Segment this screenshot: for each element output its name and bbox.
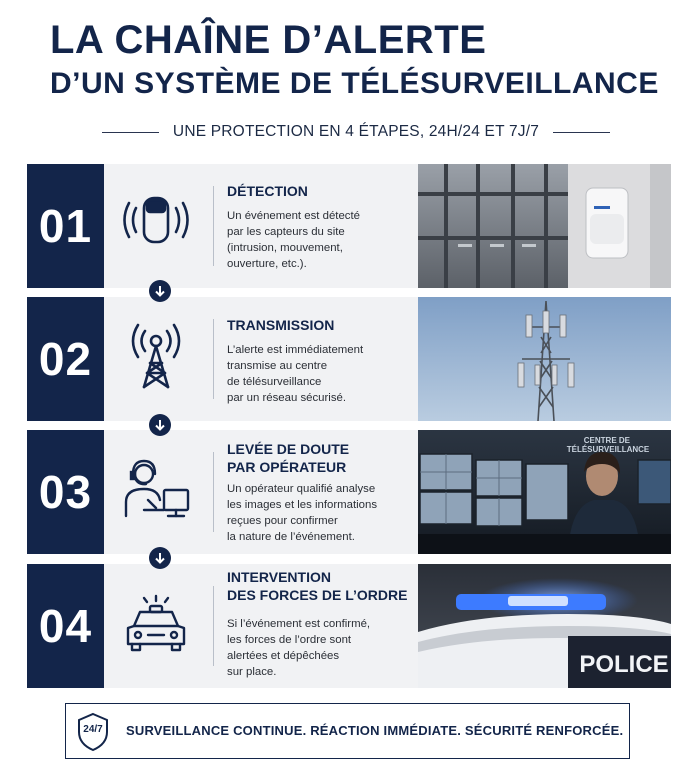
subtitle: UNE PROTECTION EN 4 ÉTAPES, 24H/24 ET 7J/7: [172, 123, 540, 140]
step-title-line: DES FORCES DE L’ORDRE: [227, 587, 408, 603]
monitoring-center-photo: [418, 430, 671, 554]
step-description-line: (intrusion, mouvement,: [227, 242, 343, 254]
step-2: [27, 297, 671, 421]
step-description-line: la nature de l’événement.: [227, 531, 355, 543]
step-number: 02: [27, 297, 104, 421]
step-number: 01: [27, 164, 104, 288]
step-1: [27, 164, 671, 288]
step-divider: [213, 452, 214, 532]
step-description-line: Si l’événement est confirmé,: [227, 618, 371, 630]
step-divider: [213, 186, 214, 266]
step-title: [227, 182, 308, 200]
chevron-down-icon: [149, 547, 171, 569]
subtitle-rule-left: [102, 132, 159, 133]
step-title: [227, 316, 334, 334]
police-label: POLICE: [579, 651, 669, 678]
step-description: [227, 616, 412, 680]
step-description: [227, 342, 412, 406]
subtitle-rule-right: [553, 132, 610, 133]
subtitle-row: [102, 121, 610, 143]
step-description-line: transmise au centre: [227, 360, 328, 372]
operator-headset-icon: [118, 452, 194, 532]
step-number: 03: [27, 430, 104, 554]
step-description-line: L’alerte est immédiatement: [227, 344, 364, 356]
step-description-line: les forces de l’ordre sont: [227, 634, 352, 646]
step-description-line: alertées et dépêchées: [227, 650, 340, 662]
police-car-photo: [418, 564, 671, 688]
monitoring-sign-line: TÉLÉSURVEILLANCE: [566, 445, 650, 454]
step-description-line: reçues pour confirmer: [227, 515, 338, 527]
police-car-icon: [118, 586, 194, 666]
step-panel: [104, 164, 418, 288]
footer-banner: [65, 703, 630, 759]
step-4: [27, 564, 671, 688]
antenna-tower-icon: [118, 319, 194, 399]
step-title-line: INTERVENTION: [227, 569, 331, 585]
chevron-down-icon: [149, 280, 171, 302]
step-description: [227, 208, 412, 272]
step-title-line: LEVÉE DE DOUTE: [227, 441, 350, 457]
step-description-line: par un réseau sécurisé.: [227, 392, 347, 404]
step-title: [227, 440, 349, 476]
step-description-line: sur place.: [227, 666, 277, 678]
step-description-line: par les capteurs du site: [227, 226, 345, 238]
step-title: [227, 568, 407, 604]
step-description-line: les images et les informations: [227, 499, 378, 511]
step-description-line: de télésurveillance: [227, 376, 322, 388]
step-panel: [104, 564, 418, 688]
step-description-line: Un opérateur qualifié analyse: [227, 483, 376, 495]
step-panel: [104, 297, 418, 421]
step-divider: [213, 319, 214, 399]
step-number: 04: [27, 564, 104, 688]
motion-sensor-icon: [118, 186, 194, 266]
step-title-line: TRANSMISSION: [227, 317, 335, 333]
step-description-line: Un événement est détecté: [227, 210, 360, 222]
step-title-line: PAR OPÉRATEUR: [227, 459, 347, 475]
step-description-line: ouverture, etc.).: [227, 258, 307, 270]
monitoring-sign-line: CENTRE DE: [583, 436, 630, 445]
badge-text: 24/7: [83, 724, 103, 735]
step-panel: [104, 430, 418, 554]
step-title-line: DÉTECTION: [227, 183, 308, 199]
footer-text: SURVEILLANCE CONTINUE. RÉACTION IMMÉDIATE. SÉCURITÉ RENFORCÉE.: [126, 723, 624, 738]
cell-tower-photo: [418, 297, 671, 421]
page-title: LA CHAÎNE D’ALERTE: [50, 18, 487, 62]
step-description: [227, 481, 412, 545]
step-divider: [213, 586, 214, 666]
chevron-down-icon: [149, 414, 171, 436]
page-title-line2: D’UN SYSTÈME DE TÉLÉSURVEILLANCE: [50, 67, 659, 100]
motion-sensor-photo: [418, 164, 671, 288]
step-3: [27, 430, 671, 554]
